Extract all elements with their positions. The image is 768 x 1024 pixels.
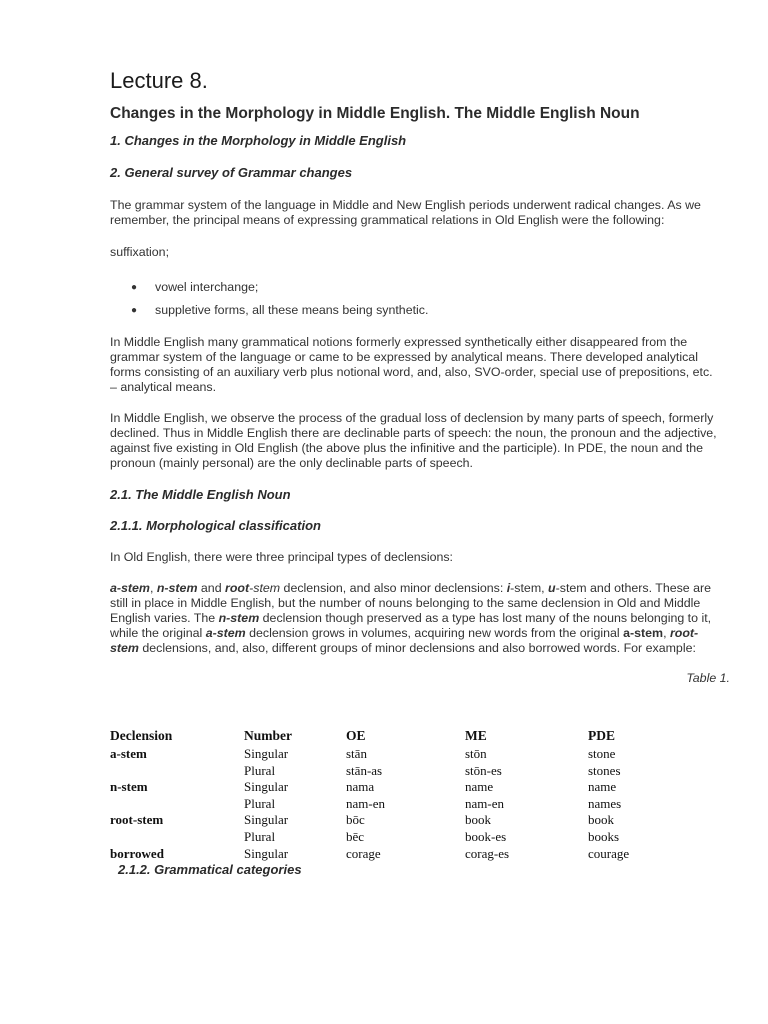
table-cell: bēc [346,828,365,844]
term-root-stem-2: root-stem [110,626,699,655]
table-cell: name [465,779,494,795]
table-cell: stone [588,746,616,761]
table-row [110,796,688,813]
table-cell: corag-es [465,845,510,861]
table-row [110,846,688,863]
page-title: Lecture 8. [110,68,208,93]
table-cell: stān-as [346,762,383,778]
table-cell: names [588,795,622,811]
table-cell: bōc [346,812,365,828]
term-i: i [506,581,511,595]
section-heading-2-1-1: 2.1.1. Morphological classification [110,518,321,533]
document-page [110,68,730,878]
table-header-row [110,728,688,746]
table-cell: nam-en [346,795,385,811]
table-cell: Plural [244,828,276,844]
text-run: -stem and others. These are still in place in Middle English, but the number of nouns belonging to the same declension in Old and Middle English varies. The [110,581,712,625]
table-cell: stān [346,746,367,761]
column-header: Declension [110,728,173,743]
paragraph-declensions [110,581,720,656]
section-heading-1: 1. Changes in the Morphology in Middle English [110,133,407,148]
column-header: Number [244,728,292,743]
table-cell: Singular [244,845,289,861]
table-caption: Table 1. [686,671,730,685]
term-a-stem-3: a-stem [623,626,664,640]
term-root: root [225,581,250,595]
table-cell: name [588,779,617,795]
table-cell: Singular [244,779,289,795]
column-header: ME [465,728,487,743]
text-run: -stem, [510,581,549,595]
table-cell: nam-en [465,795,504,811]
table-row [110,779,688,796]
paragraph-declension-loss: In Middle English, we observe the process of the gradual loss of declension by many parts of speech, formerly declined. Thus in Middle English there are declinable parts of speech: the noun, the pronoun and the adjective, against five existing in Old English (the above plus the infinitive and the participle). In PDE, the noun and the pronoun (mainly personal) are the only declinable parts of speech. [110,411,717,470]
text-run: declension though preserved as a type has lost many of the nouns belonging to it, while the original [110,611,712,640]
declension-table [110,728,688,862]
list-item [110,303,720,318]
table-row [110,746,688,763]
paragraph-middle-english: In Middle English many grammatical notions formerly expressed synthetically either disappeared from the grammar system of the language or came to be expressed by analytical means. There developed analytical forms consisting of an auxiliary verb plus notional word, and, also, SVO-order, special use of prepositions, etc. – analytical means. [110,335,713,394]
list-item [110,280,720,295]
table-cell: root-stem [110,812,164,828]
table-cell: book-es [465,828,507,844]
table-cell: n-stem [110,779,148,795]
section-heading-2-1: 2.1. The Middle English Noun [110,487,291,502]
text-run: , [663,626,670,640]
term-u: u [548,581,556,595]
section-heading-2-1-2: 2.1.2. Grammatical categories [118,862,302,878]
table-cell: corage [346,845,381,861]
column-header: OE [346,728,366,743]
page-subtitle: Changes in the Morphology in Middle English. The Middle English Noun [110,105,640,122]
term-a-stem-2: a-stem [205,626,246,640]
table-cell [110,763,244,780]
table-cell: courage [588,845,630,861]
table-cell: book [465,812,491,828]
text-run: and [197,581,226,595]
table-cell: borrowed [110,845,164,861]
term-root-suffix: -stem [249,581,281,595]
text-run: declension grows in volumes, acquiring new words from the original [245,626,624,640]
table-cell: Singular [244,746,289,761]
table-row [110,829,688,846]
table-cell: nama [346,779,375,795]
table-cell: stōn [465,746,487,761]
list-item-text: suppletive forms, all these means being synthetic. [155,303,429,317]
term-n-stem-2: n-stem [218,611,260,625]
paragraph-old-english-types: In Old English, there were three principal types of declensions: [110,550,453,564]
table-cell: book [588,812,614,828]
text-run: , [149,581,157,595]
table-cell: Plural [244,762,276,778]
table-cell: a-stem [110,746,147,761]
table-cell: Singular [244,812,289,828]
text-run: declensions, and, also, different groups of minor declensions and also borrowed words. For example: [138,641,696,655]
term-a-stem: a-stem [110,581,150,595]
table-cell: stones [588,762,621,778]
table-cell: books [588,828,620,844]
term-n-stem: n-stem [156,581,198,595]
table-cell: Plural [244,795,276,811]
text-run: declension, and also minor declensions: [280,581,507,595]
column-header: PDE [588,728,615,743]
section-heading-2: 2. General survey of Grammar changes [110,165,353,180]
paragraph-suffixation: suffixation; [110,245,170,259]
paragraph-intro: The grammar system of the language in Middle and New English periods underwent radical changes. As we remember, the principal means of expressing grammatical relations in Old English were the following: [110,198,701,227]
bullet-list [110,280,720,318]
list-item-text: vowel interchange; [155,280,259,294]
table-row [110,812,688,829]
table-row [110,763,688,780]
table-cell: stōn-es [465,762,502,778]
table-cell [110,829,244,846]
table-cell [110,796,244,813]
bullet-icon: ● [131,305,138,316]
bullet-icon: ● [131,282,138,293]
